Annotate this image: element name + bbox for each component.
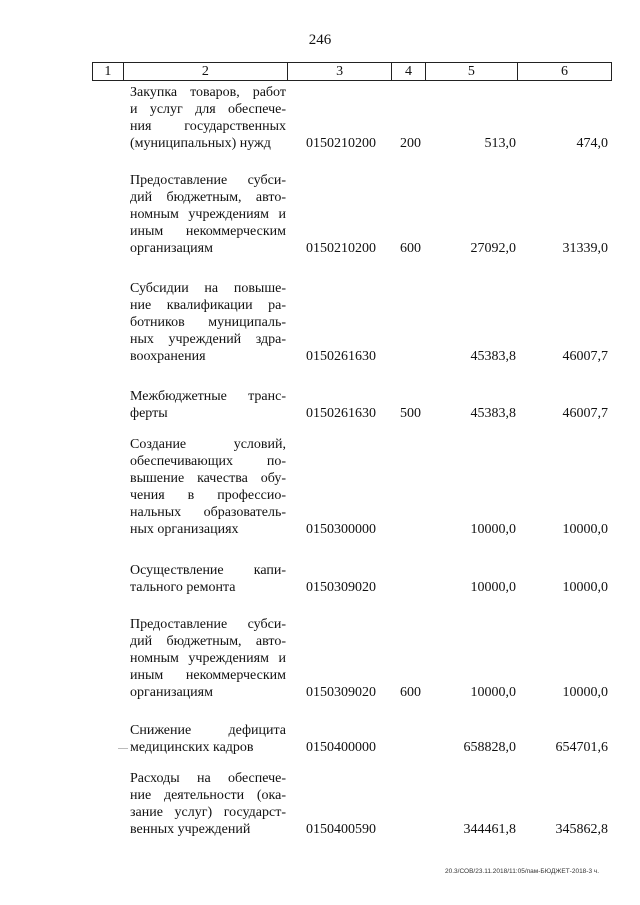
- page-number: 246: [308, 32, 332, 48]
- column-header: 4: [391, 63, 425, 80]
- row-name-line: организациям: [130, 241, 213, 256]
- row-name-line: медицинских кадров: [130, 740, 254, 755]
- row-name-line: ных учреждений здра-: [130, 332, 286, 347]
- row-v5: 344461,8: [463, 822, 516, 837]
- row-name-line: ных организациях: [130, 522, 239, 537]
- row-code: 0150300000: [306, 522, 376, 537]
- row-v6: 10000,0: [562, 522, 608, 537]
- row-name-line: организациям: [130, 685, 213, 700]
- row-v5: 27092,0: [470, 241, 516, 256]
- row-v5: 45383,8: [470, 349, 516, 364]
- row-name-line: ние деятельности (ока-: [130, 788, 286, 803]
- row-name-line: Снижение дефицита: [130, 723, 286, 738]
- row-name-line: ботников муниципаль-: [130, 315, 286, 330]
- row-v6: 46007,7: [562, 406, 608, 421]
- row-v5: 513,0: [484, 136, 516, 151]
- row-v6: 10000,0: [562, 580, 608, 595]
- footer-stamp: 20.3/СОВ/23.11.2018/11:05/пам-БЮДЖЕТ-2018-3 ч.: [445, 868, 600, 875]
- row-v6: 10000,0: [562, 685, 608, 700]
- row-name-line: зание услуг) государст-: [130, 805, 286, 820]
- row-code: 0150261630: [306, 349, 376, 364]
- row-name: [130, 280, 286, 365]
- row-v6: 46007,7: [562, 349, 608, 364]
- row-code: 0150309020: [306, 685, 376, 700]
- row-name-line: ние квалификации ра-: [130, 298, 286, 313]
- row-v5: 45383,8: [470, 406, 516, 421]
- row-name: [130, 770, 286, 838]
- row-name-line: Предоставление субси-: [130, 617, 286, 632]
- row-name-line: иным некоммерческим: [130, 224, 286, 239]
- row-name-line: номным учреждениям и: [130, 207, 286, 222]
- row-name-line: Закупка товаров, работ: [130, 85, 286, 100]
- row-v6: 654701,6: [555, 740, 608, 755]
- row-vr: 500: [400, 406, 421, 421]
- row-v5: 10000,0: [470, 522, 516, 537]
- row-name: [130, 436, 286, 538]
- row-name: [130, 722, 286, 756]
- column-header: 2: [123, 63, 287, 80]
- row-name-line: воохранения: [130, 349, 206, 364]
- row-name: [130, 616, 286, 701]
- row-name-line: венных учреждений: [130, 822, 251, 837]
- row-name-line: тального ремонта: [130, 580, 236, 595]
- row-v6: 31339,0: [562, 241, 608, 256]
- row-name-line: (муниципальных) нужд: [130, 136, 271, 151]
- margin-mark: [118, 748, 128, 749]
- row-v6: 345862,8: [555, 822, 608, 837]
- row-name: [130, 172, 286, 257]
- row-name-line: номным учреждениям и: [130, 651, 286, 666]
- row-name-line: ния государственных: [130, 119, 286, 134]
- row-name-line: нальных образователь-: [130, 505, 286, 520]
- row-name-line: Предоставление субси-: [130, 173, 286, 188]
- column-header: 3: [287, 63, 391, 80]
- row-vr: 600: [400, 241, 421, 256]
- row-v5: 658828,0: [463, 740, 516, 755]
- row-v6: 474,0: [576, 136, 608, 151]
- row-name: [130, 388, 286, 422]
- row-vr: 600: [400, 685, 421, 700]
- row-name-line: и услуг для обеспече-: [130, 102, 286, 117]
- row-code: 0150210200: [306, 241, 376, 256]
- table-header: [92, 62, 612, 81]
- row-name-line: чения в профессио-: [130, 488, 286, 503]
- row-name-line: обеспечивающих по-: [130, 454, 286, 469]
- column-header: 6: [517, 63, 611, 80]
- row-name: [130, 84, 286, 152]
- row-vr: 200: [400, 136, 421, 151]
- row-name: [130, 562, 286, 596]
- row-v5: 10000,0: [470, 685, 516, 700]
- row-name-line: дий бюджетным, авто-: [130, 190, 286, 205]
- row-v5: 10000,0: [470, 580, 516, 595]
- row-code: 0150261630: [306, 406, 376, 421]
- column-header: 5: [425, 63, 517, 80]
- row-name-line: Межбюджетные транс-: [130, 389, 286, 404]
- row-code: 0150400590: [306, 822, 376, 837]
- column-header: 1: [104, 64, 112, 79]
- row-code: 0150210200: [306, 136, 376, 151]
- row-name-line: ферты: [130, 406, 168, 421]
- row-code: 0150309020: [306, 580, 376, 595]
- row-code: 0150400000: [306, 740, 376, 755]
- row-name-line: Субсидии на повыше-: [130, 281, 286, 296]
- row-name-line: дий бюджетным, авто-: [130, 634, 286, 649]
- row-name-line: Расходы на обеспече-: [130, 771, 286, 786]
- row-name-line: Осуществление капи-: [130, 563, 286, 578]
- row-name-line: вышение качества обу-: [130, 471, 286, 486]
- row-name-line: Создание условий,: [130, 437, 286, 452]
- row-name-line: иным некоммерческим: [130, 668, 286, 683]
